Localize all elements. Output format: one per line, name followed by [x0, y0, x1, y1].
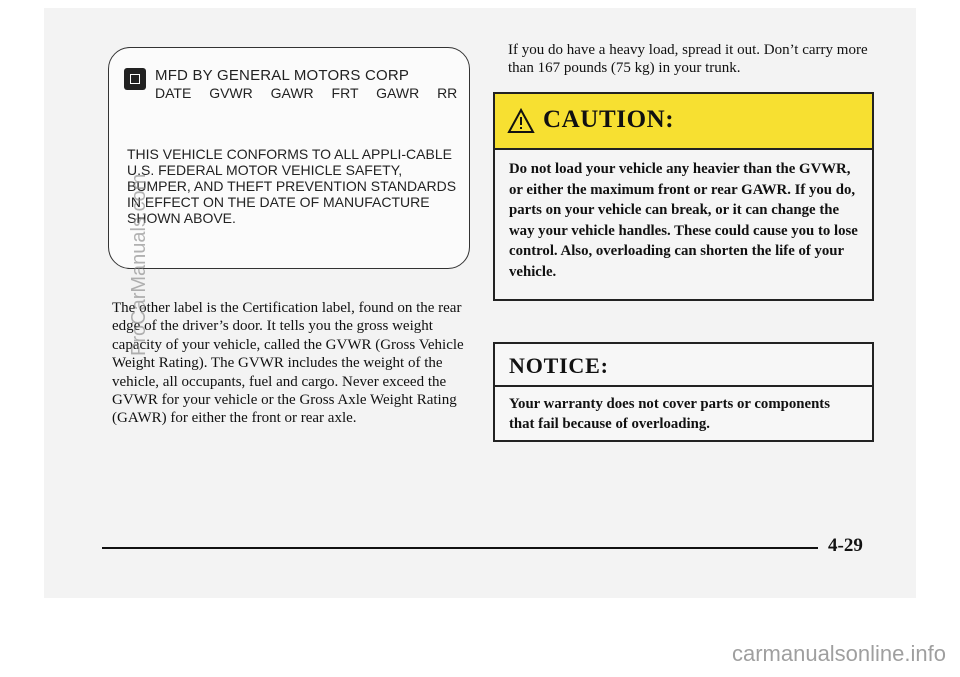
bottom-watermark: carmanualsonline.info: [731, 641, 946, 666]
label-conformance-text: THIS VEHICLE CONFORMS TO ALL APPLI-CABLE U.S. FEDERAL MOTOR VEHICLE SAFETY, BUMPER, AND THEFT PREVENTION STANDARDS IN EFFECT ON THE DATE OF MANUFACTURE SHOWN ABOVE.: [127, 146, 457, 226]
caution-box: [493, 92, 874, 301]
certification-label-paragraph: The other label is the Certification label, found on the rear edge of the driver’s door. It tells you the gross weight capacity of your vehicle, called the GVWR (Gross Vehicle Weight Rating). The GVWR includes the weight of the vehicle, all occupants, fuel and cargo. Never exceed the GVWR for your vehicle or the Gross Axle Weight Rating (GAWR) for either the front or rear axle.: [112, 300, 464, 427]
footer-rule: [102, 547, 818, 549]
label-fields-line: DATE GVWR GAWR FRT GAWR RR: [155, 85, 458, 101]
warning-triangle-icon: [507, 108, 535, 134]
caution-header: [495, 94, 872, 150]
notice-header: [495, 344, 872, 387]
certification-label-illustration: [108, 47, 470, 269]
notice-box: [493, 342, 874, 442]
caution-title: CAUTION:: [543, 106, 675, 133]
caution-text: Do not load your vehicle any heavier than the GVWR, or either the maximum front or rear GAWR. If you do, parts on your vehicle can break, or it can change the way your vehicle handles. These could cause you to lose control. Also, overloading can shorten the life of your vehicle.: [509, 161, 858, 280]
heavy-load-paragraph: If you do have a heavy load, spread it out. Don’t carry more than 167 pounds (75 kg) in your trunk.: [508, 42, 868, 77]
page-number: 4-29: [828, 535, 863, 556]
label-manufacturer-line: MFD BY GENERAL MOTORS CORP: [155, 67, 410, 84]
gm-logo-icon: [124, 68, 146, 90]
notice-text: Your warranty does not cover parts or components that fail because of overloading.: [509, 396, 830, 433]
notice-title: NOTICE:: [509, 353, 609, 378]
side-watermark: ProCarManuals.com: [128, 173, 150, 356]
